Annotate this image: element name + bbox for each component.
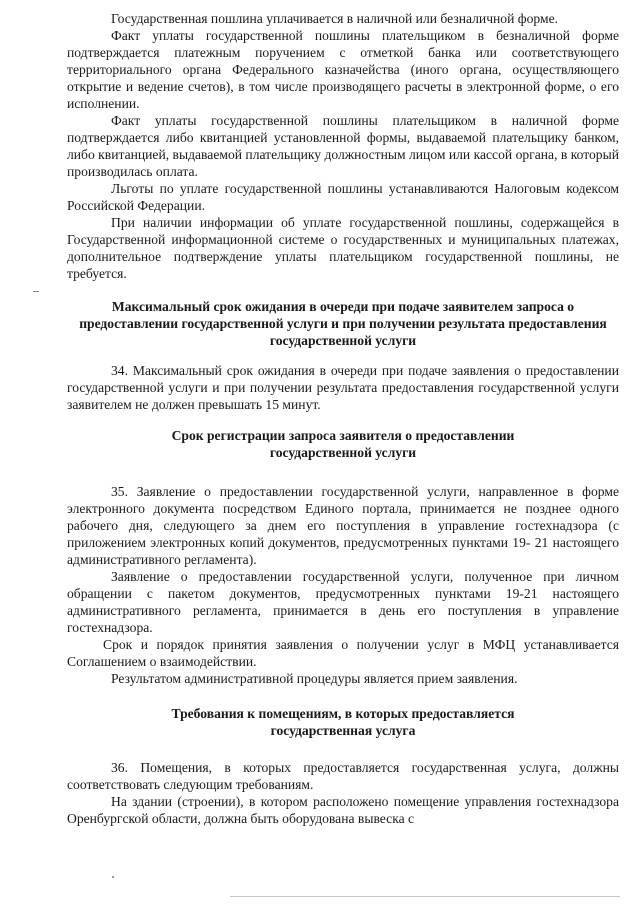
scan-bottom-edge [230, 896, 620, 897]
paragraph-35: 35. Заявление о предоставлении государственной услуги, направленное в форме электронного документа посредством Единого портала, принимается не позднее одного рабочего дня, следующего за днем его поступления в управление гостехнадзора (с приложением электронных копий документов, предусмотренных пунктами 19- 21 настоящего административного регламента). [67, 484, 619, 567]
scan-dot [112, 876, 114, 878]
heading-premises-requirements: Требования к помещениям, в которых предоставляется государственная услуга [171, 706, 515, 738]
paragraph-36: 36. Помещения, в которых предоставляется государственная услуга, должны соответствовать следующим требованиям. [67, 760, 619, 792]
paragraph-fee-forms: Государственная пошлина уплачивается в наличной или безналичной форме. [111, 11, 558, 26]
paragraph-35-personal: Заявление о предоставлении государственной услуги, полученное при личном обращении с пакетом документов, предусмотренных пунктами 19-21 настоящего административного регламента, принимается в день его поступления в управление гостехнадзора. [67, 569, 619, 635]
paragraph-35-result: Результатом административной процедуры является прием заявления. [111, 671, 518, 686]
scan-mark [33, 291, 39, 292]
paragraph-noncash-payment: Факт уплаты государственной пошлины плательщиком в безналичной форме подтверждается платежным поручением с отметкой банка или соответствующего территориального органа Федерального казначейства (иного органа, осуществляющего открытие и ведение счетов), в том числе производящего расчеты в электронной форме, о его исполнении. [67, 28, 619, 111]
document-page [67, 10, 619, 827]
paragraph-fee-benefits: Льготы по уплате государственной пошлины устанавливаются Налоговым кодексом Российской Федерации. [67, 181, 619, 213]
paragraph-36-signboard: На здании (строении), в котором расположено помещение управления гостехнадзора Оренбургской области, должна быть оборудована вывеска с [67, 794, 619, 826]
paragraph-cash-payment: Факт уплаты государственной пошлины плательщиком в наличной форме подтверждается либо квитанцией установленной формы, выдаваемой плательщику банком, либо квитанцией, выдаваемой плательщику должностным лицом или кассой органа, в который производилась оплата. [67, 113, 619, 179]
heading-registration-term: Срок регистрации запроса заявителя о предоставлении государственной услуги [171, 428, 515, 460]
paragraph-35-mfc: Срок и порядок принятия заявления о получении услуг в МФЦ устанавливается Соглашением о взаимодействии. [67, 637, 619, 669]
paragraph-gis-payment-info: При наличии информации об уплате государственной пошлины, содержащейся в Государственной информационной системе о государственных и муниципальных платежах, дополнительное подтверждение уплаты плательщиком государственной пошлины, не требуется. [67, 215, 619, 281]
paragraph-34: 34. Максимальный срок ожидания в очереди при подаче заявления о предоставлении государственной услуги и при получении результата предоставления государственной услуги заявителем не должен превышать 15 минут. [67, 363, 619, 412]
heading-waiting-time: Максимальный срок ожидания в очереди при подаче заявителем запроса о предоставлении государственной услуги и при получении результата предоставления государственной услуги [79, 299, 607, 348]
